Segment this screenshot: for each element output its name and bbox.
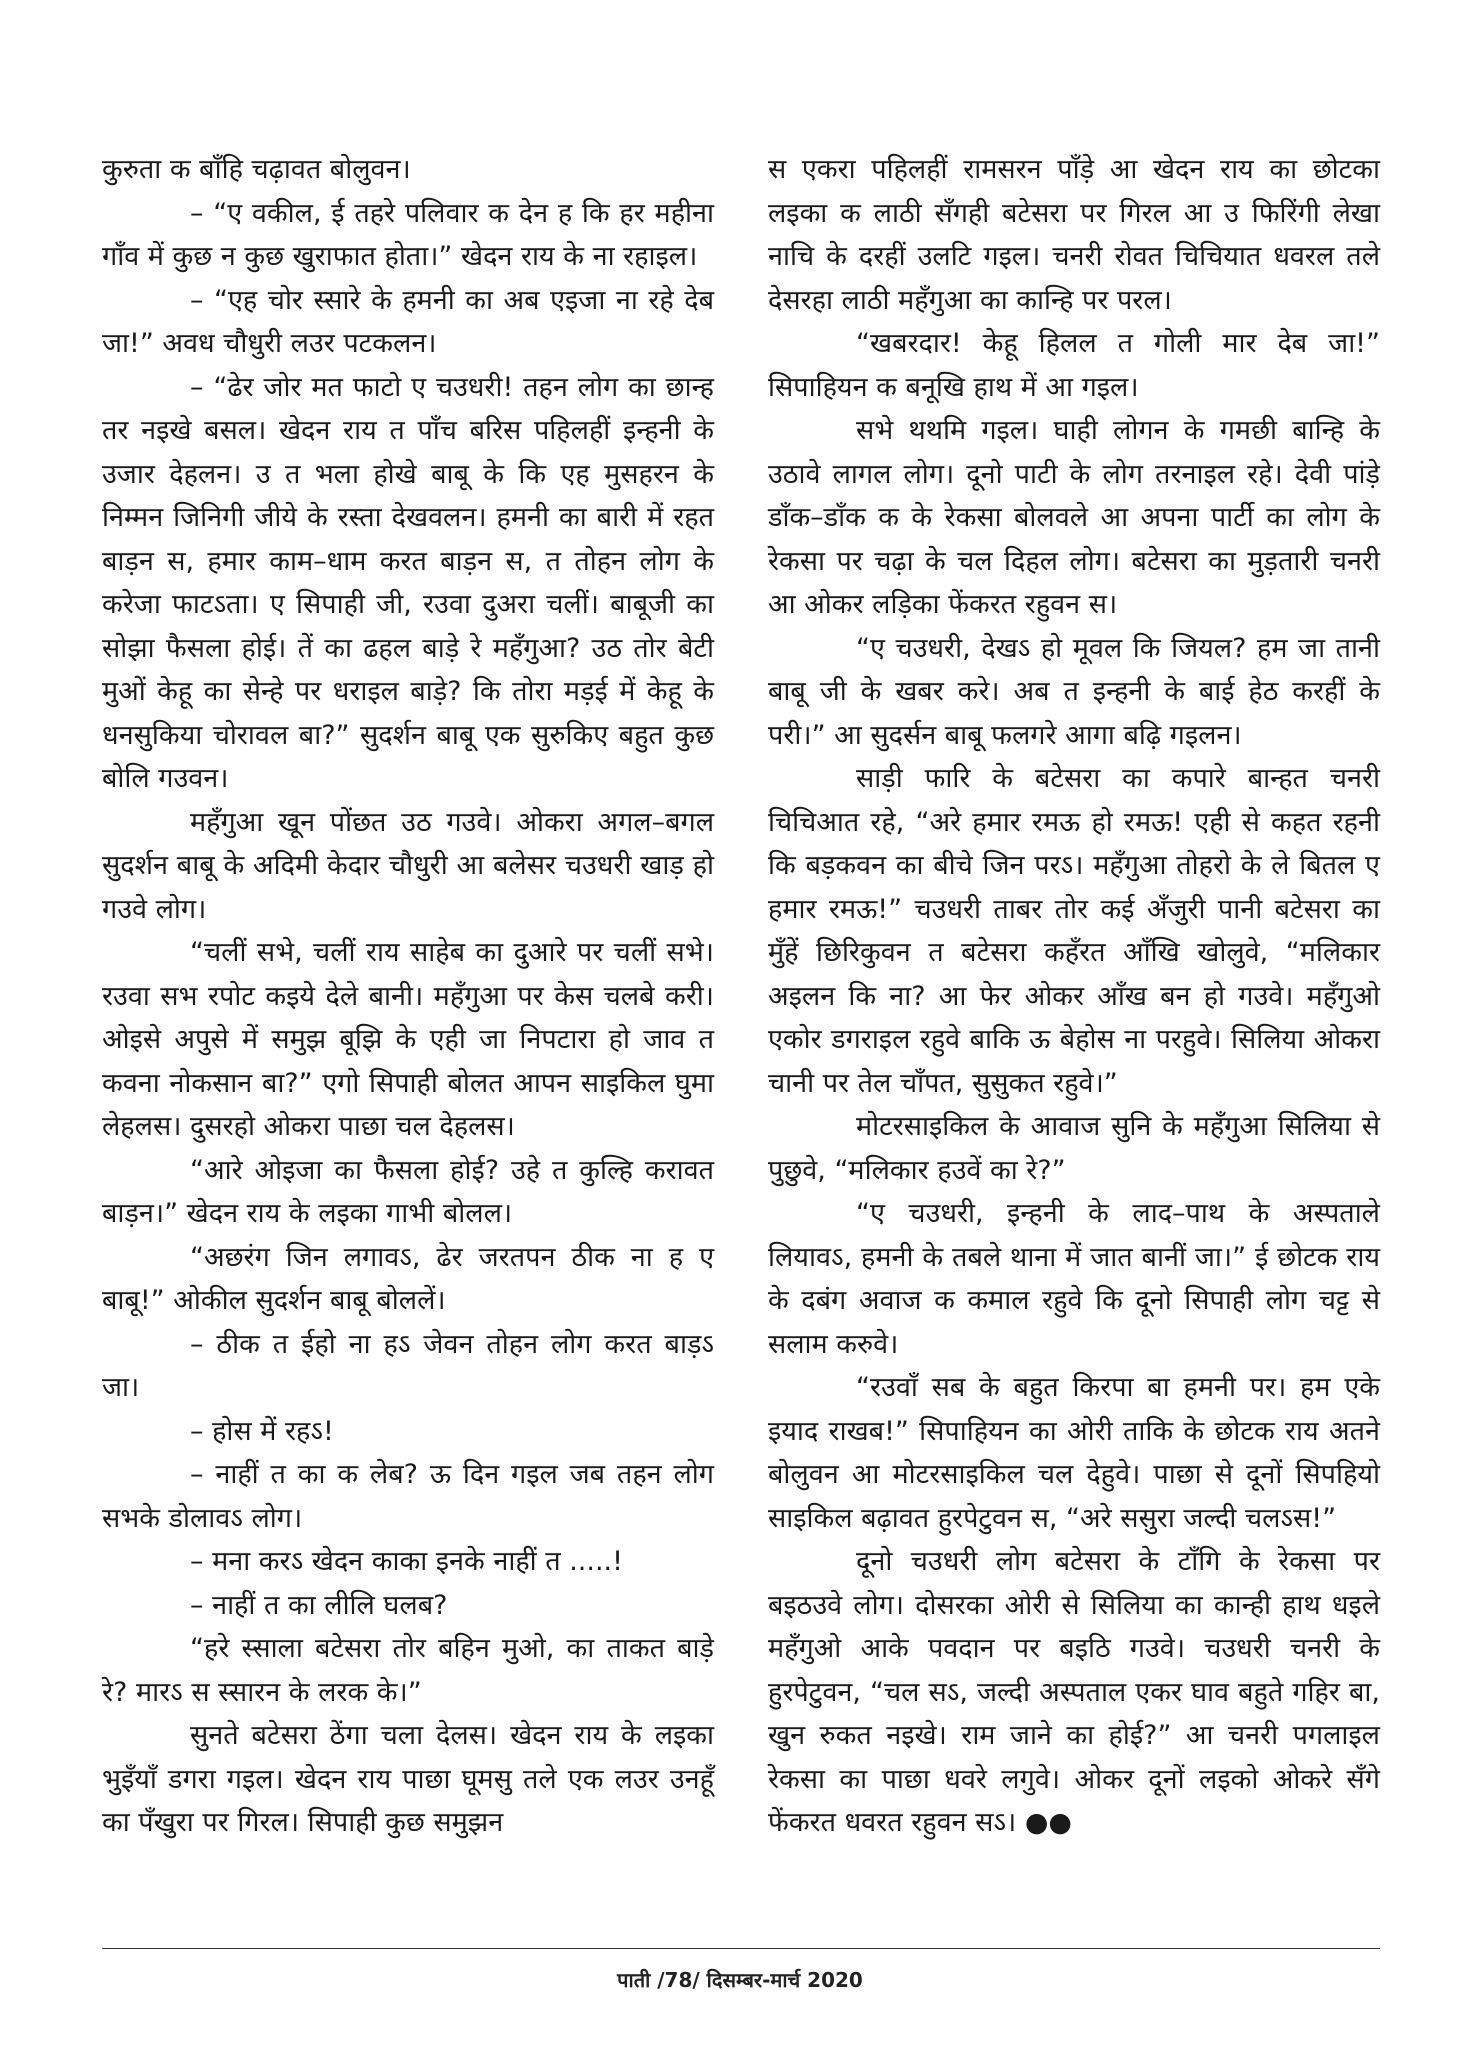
paragraph: “ए चउधरी, इन्हनी के लाद–पाथ के अस्पताले लियावऽ, हमनी के तबले थाना में जात बानीं जा।” ई छोटक राय के दबंग अवाज क कमाल रहुवे कि दूनो सिपाही लोग चट्ट से सलाम करुवे। [768, 1198, 1380, 1360]
paragraph: दूनो चउधरी लोग बटेसरा के टाँगि के रेकसा पर बइठउवे लोग। दोसरका ओरी से सिलिया का कान्ही हाथ धइले महँगुओ आके पवदान पर बइठि गउवे। चउधरी चनरी के हुरपेटुवन, “चल सऽ, जल्दी अस्पताल एकर घाव बहुते गहिर बा, खुन रुकत नइखे। राम जाने का होई?” आ चनरी पगलाइल रेकसा का पाछा धवरे लगुवे। ओकर दूनों लइको ओकरे सँगे फेंकरत धवरत रहुवन सऽ। ●● [768, 1546, 1380, 1838]
paragraph: – नाहीं त का क लेब? ऊ दिन गइल जब तहन लोग सभके डोलावऽ लोग। [102, 1459, 714, 1534]
paragraph: सुनते बटेसरा ठेंगा चला देलस। खेदन राय के लइका भुइँयाँ डगरा गइल। खेदन राय पाछा घूमसु तले एक लउर उनहूँ का पँखुरा पर गिरल। सिपाही कुछ समुझन [102, 1720, 714, 1838]
paragraph: स एकरा पहिलहीं रामसरन पाँड़े आ खेदन राय का छोटका लइका क लाठी सँगही बटेसरा पर गिरल आ उ फिरिंगी लेखा नाचि के दरहीं उलटि गइल। चनरी रोवत चिचियात धवरल तले देसरहा लाठी महँगुआ का कान्हि पर परल। [768, 154, 1380, 316]
paragraph: कुरुता क बाँहि चढ़ावत बोलुवन। [102, 154, 411, 185]
paragraph: महँगुआ खून पोंछत उठ गउवे। ओकरा अगल–बगल सुदर्शन बाबू के अदिमी केदार चौधुरी आ बलेसर चउधरी खाड़ हो गउवे लोग। [102, 806, 714, 925]
paragraph: “ए चउधरी, देखऽ हो मूवल कि जियल? हम जा तानी बाबू जी के खबर करे। अब त इन्हनी के बाई हेठ करहीं के परी।” आ सुदर्सन बाबू फलगरे आगा बढ़ि गइलन। [768, 632, 1380, 751]
paragraph: साड़ी फारि के बटेसरा का कपारे बान्हत चनरी चिचिआत रहे, “अरे हमार रमऊ हो रमऊ! एही से कहत रहनी कि बड़कवन का बीचे जिन परऽ। महँगुआ तोहरो के ले बितल ए हमार रमऊ!” चउधरी ताबर तोर कई अँजुरी पानी बटेसरा का मुँहें छिरिकुवन त बटेसरा कहँरत आँखि खोलुवे, “मलिकार अइलन कि ना? आ फेर ओकर आँख बन हो गउवे। महँगुओ एकोर डगराइल रहुवे बाकि ऊ बेहोस ना परहुवे। सिलिया ओकरा चानी पर तेल चाँपत, सुसुकत रहुवे।” [768, 763, 1380, 1099]
footer-divider [102, 1948, 1380, 1949]
paragraph: “अछरंग जिन लगावऽ, ढेर जरतपन ठीक ना ह ए बाबू!” ओकील सुदर्शन बाबू बोललें। [102, 1241, 714, 1316]
left-column [102, 148, 714, 1845]
right-column [768, 148, 1380, 1845]
paragraph: “हरे स्साला बटेसरा तोर बहिन मुओ, का ताकत बाड़े रे? मारऽ स स्सारन के लरक के।” [102, 1633, 714, 1708]
paragraph: सभे थथमि गइल। घाही लोगन के गमछी बान्हि के उठावे लागल लोग। दूनो पाटी के लोग तरनाइल रहे। देवी पांड़े डाँक–डाँक क के रेकसा बोलवले आ अपना पार्टी का लोग के रेकसा पर चढ़ा के चल दिहल लोग। बटेसरा का मुड़तारी चनरी आ ओकर लड़िका फेंकरत रहुवन स। [768, 415, 1380, 620]
paragraph: – ठीक त ईहो ना हऽ जेवन तोहन लोग करत बाड़ऽ जा। [102, 1328, 714, 1403]
page-footer: पाती /78/ दिसम्बर-मार्च 2020 [617, 1968, 863, 1992]
paragraph: – “ढेर जोर मत फाटो ए चउधरी! तहन लोग का छान्ह तर नइखे बसल। खेदन राय त पाँच बरिस पहिलहीं इन्हनी के उजार देहलन। उ त भला होखे बाबू के कि एह मुसहरन के निम्मन जिनिगी जीये के रस्ता देखवलन। हमनी का बारी में रहत बाड़न स, हमार काम–धाम करत बाड़न स, त तोहन लोग के करेजा फाटऽता। ए सिपाही जी, रउवा दुअरा चलीं। बाबूजी का सोझा फैसला होई। तें का ढहल बाड़े रे महँगुआ? उठ तोर बेटी मुओं केहू का सेन्हे पर धराइल बाड़े? कि तोरा मड़ई में केहू के धनसुकिया चोरावल बा?” सुदर्शन बाबू एक सुरुकिए बहुत कुछ बोलि गउवन। [102, 371, 714, 794]
paragraph: – “ए वकील, ई तहरे पलिवार क देन ह कि हर महीना गाँव में कुछ न कुछ खुराफात होता।” खेदन राय के ना रहाइल। [102, 197, 714, 272]
paragraph: – मना करऽ खेदन काका इनके नाहीं त .....! [190, 1546, 623, 1577]
paragraph: “खबरदार! केहू हिलल त गोली मार देब जा!” सिपाहियन क बनूखि हाथ में आ गइल। [768, 328, 1380, 403]
paragraph: – नाहीं त का लीलि घलब? [190, 1589, 448, 1621]
paragraph: – होस में रहऽ! [190, 1415, 334, 1447]
paragraph: “चलीं सभे, चलीं राय साहेब का दुआरे पर चलीं सभे। रउवा सभ रपोट कइये देले बानी। महँगुआ पर केस चलबे करी। ओइसे अपुसे में समुझ बूझि के एही जा निपटारा हो जाव त कवना नोकसान बा?” एगो सिपाही बोलत आपन साइकिल घुमा लेहलस। दुसरहो ओकरा पाछा चल देहलस। [102, 937, 714, 1142]
paragraph: मोटरसाइकिल के आवाज सुनि के महँगुआ सिलिया से पुछुवे, “मलिकार हउवें का रे?” [768, 1111, 1380, 1186]
paragraph: “रउवाँ सब के बहुत किरपा बा हमनी पर। हम एके इयाद राखब!” सिपाहियन का ओरी ताकि के छोटक राय अतने बोलुवन आ मोटरसाइकिल चल देहुवे। पाछा से दूनों सिपहियो साइकिल बढ़ावत हुरपेटुवन स, “अरे ससुरा जल्दी चलऽस!” [768, 1372, 1380, 1534]
paragraph: “आरे ओइजा का फैसला होई? उहे त कुल्हि करावत बाड़न।” खेदन राय के लइका गाभी बोलल। [102, 1154, 714, 1229]
paragraph: – “एह चोर स्सारे के हमनी का अब एइजा ना रहे देब जा!” अवध चौधुरी लउर पटकलन। [102, 284, 714, 359]
